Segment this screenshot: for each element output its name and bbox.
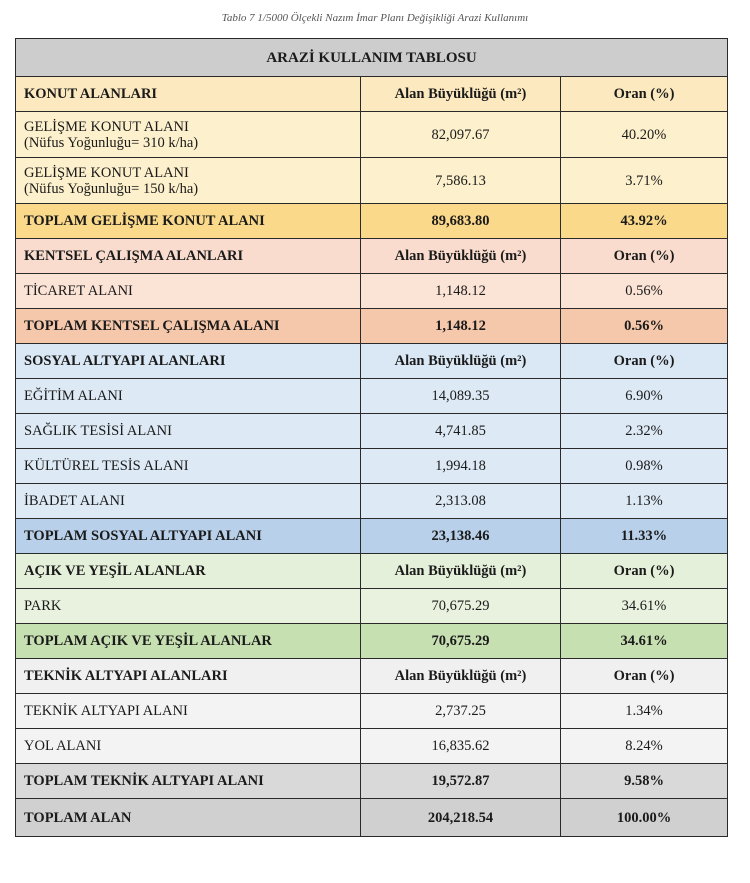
- total-ratio: 34.61%: [561, 624, 728, 659]
- total-label: TOPLAM GELİŞME KONUT ALANI: [16, 204, 361, 239]
- section-total-kentsel: [16, 309, 728, 344]
- section-total-acik: [16, 624, 728, 659]
- table-row: [16, 414, 728, 449]
- section-title: KENTSEL ÇALIŞMA ALANLARI: [16, 239, 361, 274]
- row-label: SAĞLIK TESİSİ ALANI: [16, 414, 361, 449]
- row-ratio: 0.56%: [561, 274, 728, 309]
- col-header-ratio: Oran (%): [561, 659, 728, 694]
- row-area: 16,835.62: [361, 729, 561, 764]
- table-row: [16, 484, 728, 519]
- row-label: TEKNİK ALTYAPI ALANI: [16, 694, 361, 729]
- row-area: 4,741.85: [361, 414, 561, 449]
- row-label: YOL ALANI: [16, 729, 361, 764]
- row-label: KÜLTÜREL TESİS ALANI: [16, 449, 361, 484]
- section-header-acik: [16, 554, 728, 589]
- grand-total-ratio: 100.00%: [561, 799, 728, 837]
- row-ratio: 0.98%: [561, 449, 728, 484]
- row-area: 1,994.18: [361, 449, 561, 484]
- total-ratio: 11.33%: [561, 519, 728, 554]
- row-area: 2,313.08: [361, 484, 561, 519]
- total-label: TOPLAM AÇIK VE YEŞİL ALANLAR: [16, 624, 361, 659]
- row-label: TİCARET ALANI: [16, 274, 361, 309]
- row-label: GELİŞME KONUT ALANI (Nüfus Yoğunluğu= 310 k/ha): [16, 112, 361, 158]
- total-area: 89,683.80: [361, 204, 561, 239]
- row-label: GELİŞME KONUT ALANI (Nüfus Yoğunluğu= 150 k/ha): [16, 158, 361, 204]
- row-area: 7,586.13: [361, 158, 561, 204]
- row-ratio: 1.34%: [561, 694, 728, 729]
- col-header-area: Alan Büyüklüğü (m²): [361, 659, 561, 694]
- total-ratio: 0.56%: [561, 309, 728, 344]
- col-header-ratio: Oran (%): [561, 344, 728, 379]
- row-ratio: 3.71%: [561, 158, 728, 204]
- row-label: EĞİTİM ALANI: [16, 379, 361, 414]
- total-label: TOPLAM KENTSEL ÇALIŞMA ALANI: [16, 309, 361, 344]
- row-area: 70,675.29: [361, 589, 561, 624]
- row-area: 2,737.25: [361, 694, 561, 729]
- table-row: [16, 158, 728, 204]
- total-ratio: 43.92%: [561, 204, 728, 239]
- section-title: SOSYAL ALTYAPI ALANLARI: [16, 344, 361, 379]
- section-title: KONUT ALANLARI: [16, 77, 361, 112]
- row-ratio: 8.24%: [561, 729, 728, 764]
- section-title: TEKNİK ALTYAPI ALANLARI: [16, 659, 361, 694]
- table-row: [16, 274, 728, 309]
- total-area: 70,675.29: [361, 624, 561, 659]
- grand-total-area: 204,218.54: [361, 799, 561, 837]
- table-row: [16, 589, 728, 624]
- row-ratio: 2.32%: [561, 414, 728, 449]
- section-header-teknik: [16, 659, 728, 694]
- table-row: [16, 379, 728, 414]
- total-label: TOPLAM TEKNİK ALTYAPI ALANI: [16, 764, 361, 799]
- table-caption: Tablo 7 1/5000 Ölçekli Nazım İmar Planı Değişikliği Arazi Kullanımı: [221, 12, 529, 24]
- total-area: 23,138.46: [361, 519, 561, 554]
- row-ratio: 6.90%: [561, 379, 728, 414]
- col-header-ratio: Oran (%): [561, 554, 728, 589]
- col-header-area: Alan Büyüklüğü (m²): [361, 554, 561, 589]
- section-total-teknik: [16, 764, 728, 799]
- grand-total-row: [16, 799, 728, 837]
- total-ratio: 9.58%: [561, 764, 728, 799]
- table-row: [16, 449, 728, 484]
- section-total-konut: [16, 204, 728, 239]
- row-ratio: 1.13%: [561, 484, 728, 519]
- section-header-kentsel: [16, 239, 728, 274]
- col-header-area: Alan Büyüklüğü (m²): [361, 344, 561, 379]
- total-area: 19,572.87: [361, 764, 561, 799]
- table-title: ARAZİ KULLANIM TABLOSU: [16, 39, 728, 77]
- table-row: [16, 729, 728, 764]
- col-header-area: Alan Büyüklüğü (m²): [361, 77, 561, 112]
- row-area: 1,148.12: [361, 274, 561, 309]
- land-use-table: [15, 38, 728, 837]
- section-header-konut: [16, 77, 728, 112]
- row-ratio: 40.20%: [561, 112, 728, 158]
- total-label: TOPLAM SOSYAL ALTYAPI ALANI: [16, 519, 361, 554]
- col-header-ratio: Oran (%): [561, 239, 728, 274]
- table-row: [16, 694, 728, 729]
- table-row: [16, 112, 728, 158]
- section-total-sosyal: [16, 519, 728, 554]
- section-title: AÇIK VE YEŞİL ALANLAR: [16, 554, 361, 589]
- total-area: 1,148.12: [361, 309, 561, 344]
- row-area: 82,097.67: [361, 112, 561, 158]
- row-area: 14,089.35: [361, 379, 561, 414]
- table-title-row: [16, 39, 728, 77]
- col-header-ratio: Oran (%): [561, 77, 728, 112]
- section-header-sosyal: [16, 344, 728, 379]
- col-header-area: Alan Büyüklüğü (m²): [361, 239, 561, 274]
- row-label: PARK: [16, 589, 361, 624]
- grand-total-label: TOPLAM ALAN: [16, 799, 361, 837]
- row-label: İBADET ALANI: [16, 484, 361, 519]
- row-ratio: 34.61%: [561, 589, 728, 624]
